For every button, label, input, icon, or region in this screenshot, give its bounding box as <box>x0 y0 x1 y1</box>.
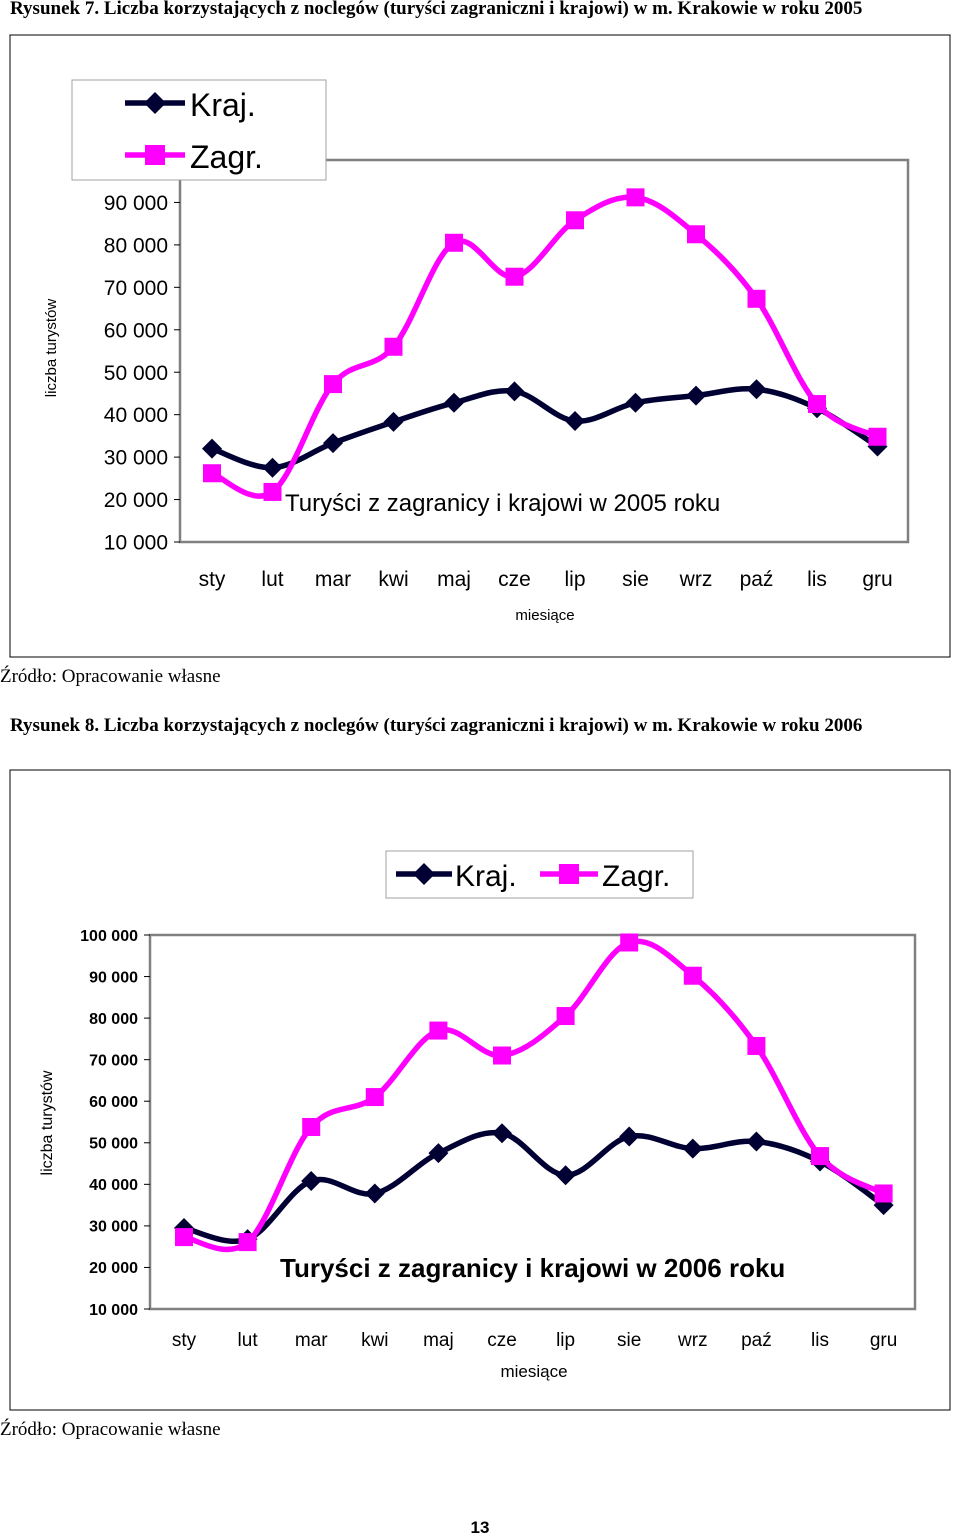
data-point-zagr <box>239 1233 257 1251</box>
data-point-zagr <box>385 338 403 356</box>
chart-2005 <box>0 0 960 640</box>
x-tick-label: lis <box>807 568 827 591</box>
data-point-zagr <box>302 1118 320 1136</box>
x-tick-label: cze <box>498 568 531 591</box>
x-tick-label: kwi <box>378 568 409 591</box>
data-point-zagr <box>869 428 887 446</box>
x-tick-label: gru <box>869 1330 898 1351</box>
y-tick-label: 90 000 <box>103 192 168 216</box>
x-tick-label: lut <box>261 568 284 591</box>
x-tick-label: sie <box>622 568 649 591</box>
data-point-zagr <box>620 933 638 951</box>
x-tick-label: sty <box>198 568 226 591</box>
figure-7-caption: Rysunek 7. Liczba korzystających z noclegów (turyści zagraniczni i krajowi) w m. Krakowie w roku 2005 <box>10 0 863 19</box>
data-point-zagr <box>557 1007 575 1025</box>
y-tick-label: 60 000 <box>89 1093 138 1111</box>
legend-marker-zagr <box>145 145 165 165</box>
x-tick-label: lis <box>811 1330 829 1351</box>
x-tick-label: lut <box>237 1330 258 1351</box>
x-tick-label: wrz <box>679 568 713 591</box>
y-tick-label: 80 000 <box>103 234 168 258</box>
data-point-zagr <box>687 225 705 243</box>
x-tick-label: cze <box>487 1330 517 1351</box>
y-tick-label: 90 000 <box>89 969 138 987</box>
legend-marker-zagr <box>559 864 579 884</box>
legend-label-kraj: Kraj. <box>455 860 517 893</box>
y-axis-title: liczba turystów <box>43 298 60 398</box>
x-tick-label: gru <box>862 568 893 591</box>
legend-label-zagr: Zagr. <box>602 860 671 893</box>
y-tick-label: 100 000 <box>80 927 138 945</box>
x-tick-label: kwi <box>361 1330 389 1351</box>
y-tick-label: 40 000 <box>89 1177 138 1195</box>
data-point-zagr <box>748 290 766 308</box>
x-tick-label: wrz <box>678 1330 708 1351</box>
y-tick-label: 80 000 <box>89 1010 138 1028</box>
data-point-zagr <box>429 1022 447 1040</box>
x-axis-title: miesiące <box>500 1362 568 1381</box>
data-point-zagr <box>627 188 645 206</box>
x-tick-label: sty <box>171 1330 197 1351</box>
legend-label-kraj: Kraj. <box>190 87 256 123</box>
x-tick-label: mar <box>294 1330 328 1351</box>
x-tick-label: sie <box>617 1330 642 1351</box>
chart-title: Turyści z zagranicy i krajowi w 2006 roku <box>280 1253 786 1283</box>
x-tick-label: maj <box>437 568 471 591</box>
x-tick-label: mar <box>314 568 352 591</box>
figure-7-source: Źródło: Opracowanie własne <box>0 666 221 687</box>
x-tick-label: paź <box>741 1330 772 1351</box>
figure-8-caption: Rysunek 8. Liczba korzystających z noclegów (turyści zagraniczni i krajowi) w m. Krakowie w roku 2006 <box>10 715 863 736</box>
data-point-zagr <box>506 268 524 286</box>
data-point-zagr <box>808 395 826 413</box>
data-point-zagr <box>747 1037 765 1055</box>
y-tick-label: 50 000 <box>103 361 168 385</box>
data-point-zagr <box>493 1047 511 1065</box>
legend-label-zagr: Zagr. <box>190 139 263 175</box>
data-point-zagr <box>264 483 282 501</box>
x-tick-label: lip <box>564 568 586 591</box>
y-tick-label: 50 000 <box>89 1135 138 1153</box>
y-tick-label: 40 000 <box>103 404 168 428</box>
y-tick-label: 10 000 <box>103 531 168 555</box>
data-point-zagr <box>366 1088 384 1106</box>
y-tick-label: 70 000 <box>103 276 168 300</box>
y-tick-label: 20 000 <box>89 1260 138 1278</box>
y-axis-title: liczba turystów <box>39 1070 56 1176</box>
data-point-zagr <box>175 1228 193 1246</box>
data-point-zagr <box>445 234 463 252</box>
x-axis-title: miesiące <box>515 607 575 624</box>
data-point-zagr <box>875 1184 893 1202</box>
page-number: 13 <box>470 1518 490 1537</box>
y-tick-label: 10 000 <box>89 1301 138 1319</box>
chart-2006 <box>0 760 960 1420</box>
y-tick-label: 70 000 <box>89 1052 138 1070</box>
plot-area <box>180 160 908 542</box>
data-point-zagr <box>684 967 702 985</box>
x-tick-label: lip <box>556 1330 576 1351</box>
chart-title: Turyści z zagranicy i krajowi w 2005 roku <box>285 490 721 517</box>
x-tick-label: paź <box>739 568 774 591</box>
data-point-zagr <box>566 211 584 229</box>
data-point-zagr <box>203 464 221 482</box>
y-tick-label: 20 000 <box>103 489 168 513</box>
figure-8-source: Źródło: Opracowanie własne <box>0 1419 221 1440</box>
data-point-zagr <box>324 375 342 393</box>
y-tick-label: 30 000 <box>89 1218 138 1236</box>
y-tick-label: 60 000 <box>103 319 168 343</box>
data-point-zagr <box>811 1147 829 1165</box>
x-tick-label: maj <box>423 1330 454 1351</box>
y-tick-label: 30 000 <box>103 446 168 470</box>
